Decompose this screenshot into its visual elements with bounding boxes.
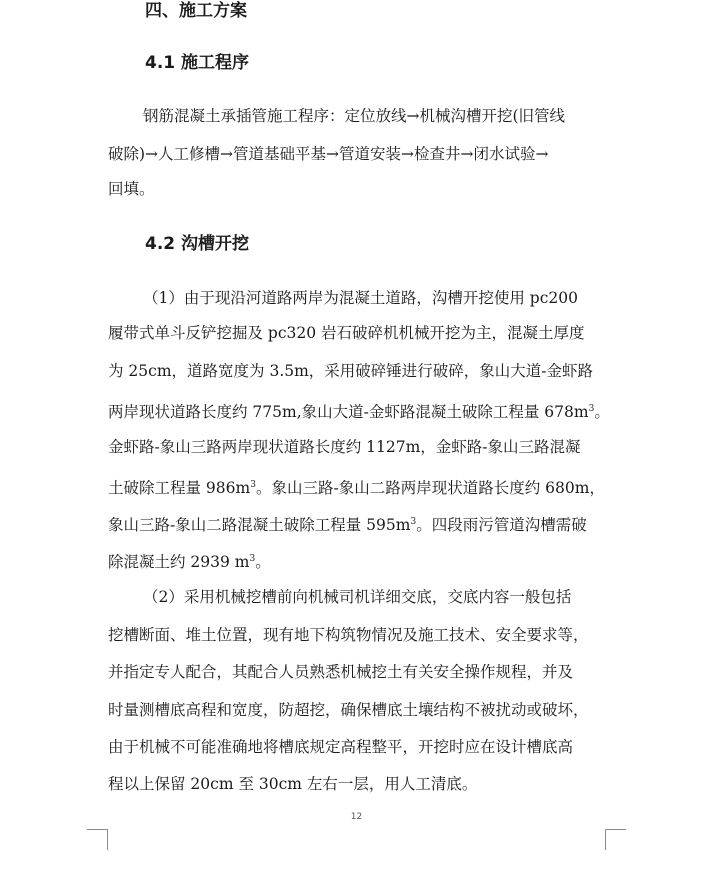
paragraph-line [108, 548, 271, 573]
paragraph-line: 履带式单斗反铲挖掘及 pc320 岩石破碎机机械开挖为主，混凝土厚度 [108, 324, 585, 342]
subsection-heading-4-1: 4.1 施工程序 [145, 53, 250, 73]
paragraph-line: 金虾路-象山三路两岸现状道路长度约 1127m，金虾路-象山三路混凝 [108, 438, 581, 456]
text-run: 。 [594, 403, 610, 421]
text-run: 除混凝土约 2939 m [108, 553, 250, 571]
paragraph-line: 为 25cm，道路宽度为 3.5m，采用破碎锤进行破碎，象山大道-金虾路 [108, 362, 594, 380]
paragraph-line: 钢筋混凝土承插管施工程序：定位放线→机械沟槽开挖(旧管线 [143, 107, 566, 125]
superscript: 3 [250, 480, 256, 490]
paragraph-line: 挖槽断面、堆土位置，现有地下构筑物情况及施工技术、安全要求等， [108, 626, 589, 644]
paragraph-line: 程以上保留 20cm 至 30cm 左右一层，用人工清底。 [108, 775, 478, 793]
paragraph-line: 时量测槽底高程和宽度，防超挖，确保槽底土壤结构不被扰动或破坏， [108, 701, 589, 719]
text-run: 土破除工程量 986m [108, 479, 251, 497]
paragraph-line: 并指定专人配合，其配合人员熟悉机械挖土有关安全操作规程，并及 [108, 663, 574, 681]
text-run: 。四段雨污管道沟槽需破 [416, 516, 587, 534]
paragraph-line [108, 474, 605, 499]
paragraph-line: 由于机械不可能准确地将槽底规定高程整平，开挖时应在设计槽底高 [108, 738, 574, 756]
paragraph-line: 破除)→人工修槽→管道基础平基→管道安装→检查井→闭水试验→ [108, 145, 549, 163]
text-run: 两岸现状道路长度约 775m,象山大道-金虾路混凝土破除工程量 678m [108, 403, 589, 421]
paragraph-line: （1）由于现沿河道路两岸为混凝土道路，沟槽开挖使用 pc200 [143, 289, 578, 307]
page-corner-marker-left [87, 829, 108, 850]
page-number: 12 [350, 812, 363, 822]
subsection-heading-4-2: 4.2 沟槽开挖 [145, 234, 250, 254]
superscript: 3 [410, 517, 417, 527]
page-corner-marker-right [605, 829, 626, 850]
paragraph-line: （2）采用机械挖槽前向机械司机详细交底，交底内容一般包括 [143, 588, 572, 606]
superscript: 3 [588, 404, 595, 414]
text-run: 。象山三路-象山二路两岸现状道路长度约 680m， [255, 479, 605, 497]
text-run: 。 [255, 553, 271, 571]
superscript: 3 [249, 554, 256, 564]
paragraph-line [108, 511, 587, 536]
section-title: 四、施工方案 [145, 1, 247, 21]
paragraph-line: 回填。 [108, 180, 155, 198]
paragraph-line [108, 398, 610, 423]
text-run: 象山三路-象山二路混凝土破除工程量 595m [108, 516, 411, 534]
